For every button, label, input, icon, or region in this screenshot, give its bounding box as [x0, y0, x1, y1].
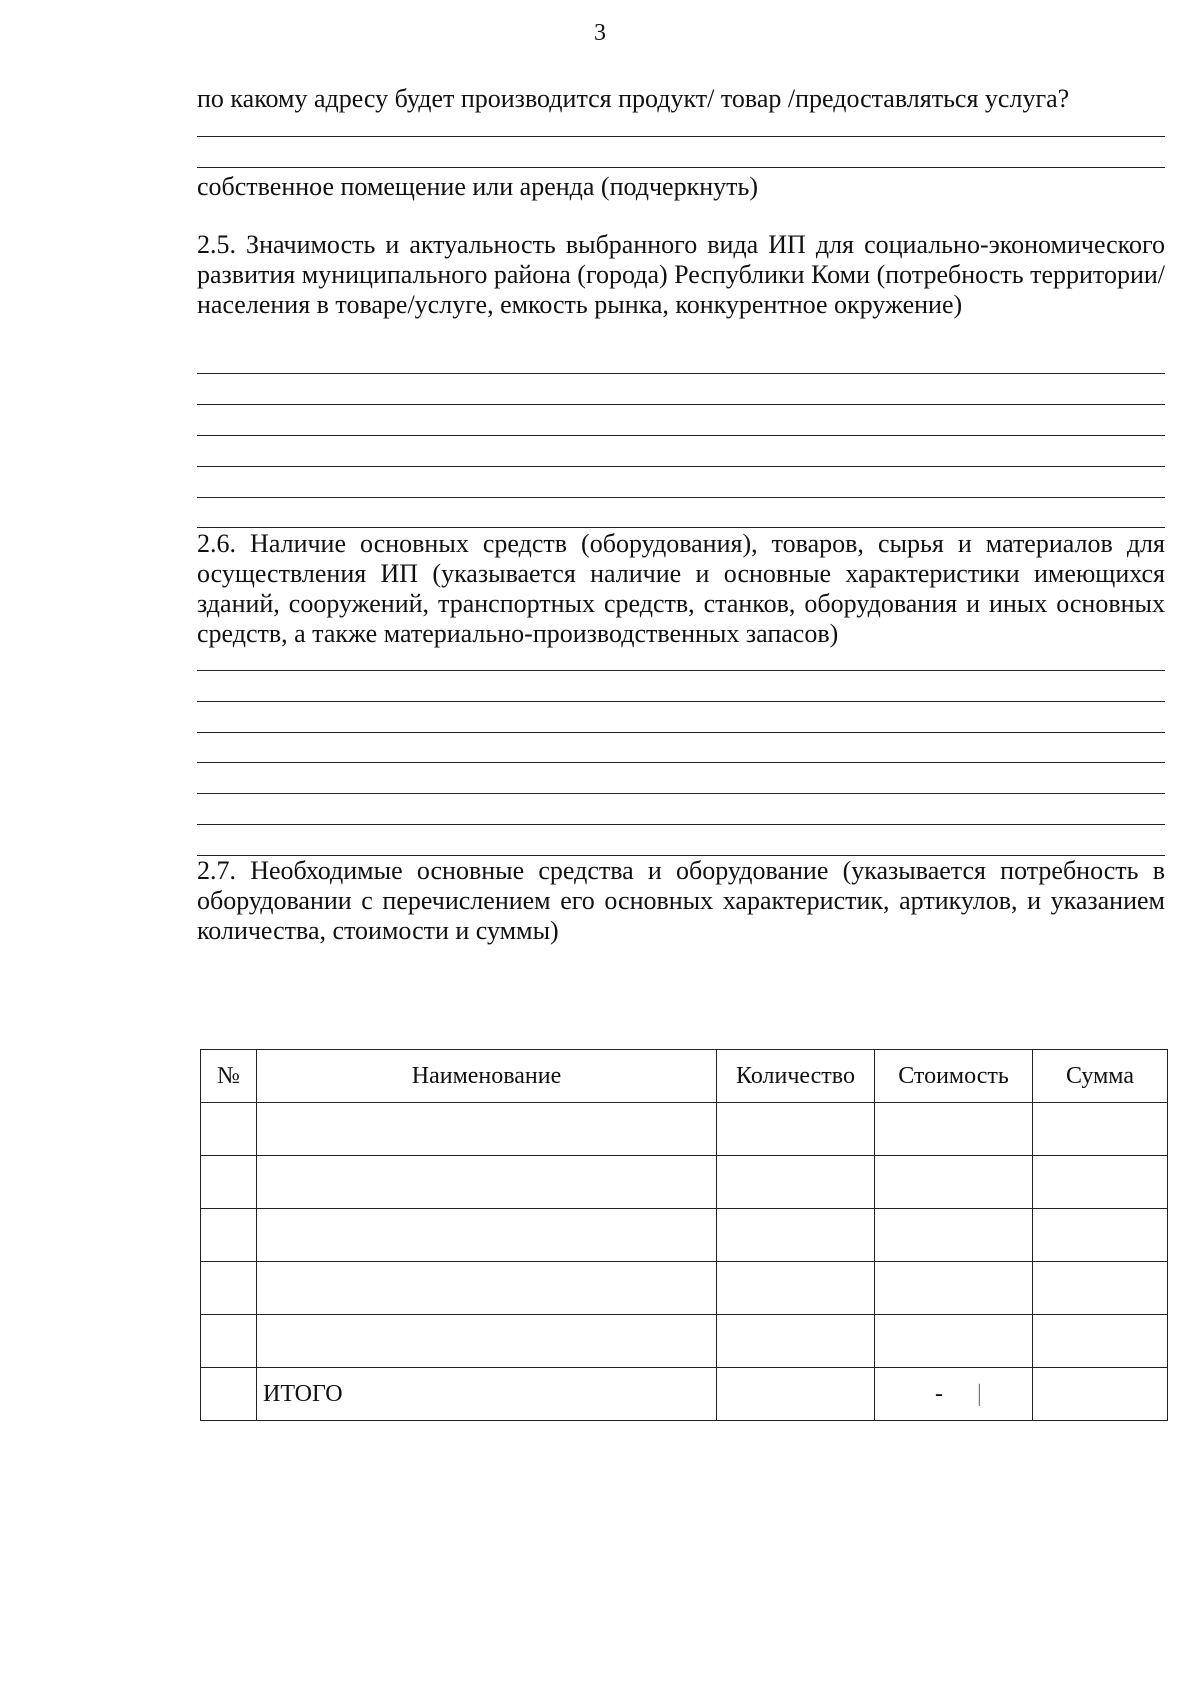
address-fill-line[interactable] [197, 136, 1165, 137]
cell-cost[interactable] [875, 1103, 1033, 1156]
column-header-name: Наименование [257, 1050, 717, 1103]
table-row [201, 1156, 1168, 1209]
section-2-5-fill-line[interactable] [197, 527, 1165, 528]
table-row [201, 1262, 1168, 1315]
cell-number[interactable] [201, 1262, 257, 1315]
total-cost-tick-mark: | [977, 1380, 982, 1407]
section-2-6-fill-line[interactable] [197, 701, 1165, 702]
total-cell-quantity[interactable] [717, 1368, 875, 1421]
total-cost-dash-mark: - [935, 1380, 943, 1407]
cell-number[interactable] [201, 1103, 257, 1156]
cell-quantity[interactable] [717, 1103, 875, 1156]
cell-name[interactable] [257, 1315, 717, 1368]
total-row [201, 1368, 1168, 1421]
section-2-6-fill-line[interactable] [197, 824, 1165, 825]
section-2-6-text: 2.6. Наличие основных средств (оборудования), товаров, сырья и материалов для осуществления ИП (указывается наличие и основные характеристики имеющихся зданий, сооружений, транспортных средств, станков, оборудования и иных основных средств, а также материально-производственных запасов) [197, 529, 1165, 648]
section-2-5-text: 2.5. Значимость и актуальность выбранного вида ИП для социально-экономического развития муниципального района (города) Республики Коми (потребность территории/населения в товаре/услуге, емкость рынка, конкурентное окружение) [197, 230, 1165, 319]
section-2-5-fill-line[interactable] [197, 435, 1165, 436]
cell-name[interactable] [257, 1156, 717, 1209]
total-cell-sum[interactable] [1033, 1368, 1168, 1421]
equipment-table [200, 1049, 1168, 1421]
cell-number[interactable] [201, 1209, 257, 1262]
total-cell-number [201, 1368, 257, 1421]
premises-option-text: собственное помещение или аренда (подчеркнуть) [197, 172, 759, 201]
column-header-number: № [201, 1050, 257, 1103]
section-2-6-fill-line[interactable] [197, 732, 1165, 733]
cell-quantity[interactable] [717, 1209, 875, 1262]
cell-cost[interactable] [875, 1156, 1033, 1209]
section-2-7-text: 2.7. Необходимые основные средства и оборудование (указывается потребность в оборудовании с перечислением его основных характеристик, артикулов, и указанием количества, стоимости и суммы) [197, 856, 1165, 945]
section-2-5-fill-line[interactable] [197, 466, 1165, 467]
cell-cost[interactable] [875, 1262, 1033, 1315]
cell-sum[interactable] [1033, 1209, 1168, 1262]
cell-name[interactable] [257, 1103, 717, 1156]
column-header-sum: Сумма [1033, 1050, 1168, 1103]
section-2-5-fill-line[interactable] [197, 497, 1165, 498]
cell-sum[interactable] [1033, 1156, 1168, 1209]
table-row [201, 1315, 1168, 1368]
total-cell-cost[interactable] [875, 1368, 1033, 1421]
cell-name[interactable] [257, 1209, 717, 1262]
column-header-quantity: Количество [717, 1050, 875, 1103]
cell-number[interactable] [201, 1156, 257, 1209]
total-label: ИТОГО [257, 1368, 717, 1421]
cell-cost[interactable] [875, 1315, 1033, 1368]
cell-sum[interactable] [1033, 1315, 1168, 1368]
column-header-cost: Стоимость [875, 1050, 1033, 1103]
address-question: по какому адресу будет производится продукт/ товар /предоставляться услуга? [197, 84, 1070, 113]
section-2-5-fill-line[interactable] [197, 404, 1165, 405]
cell-cost[interactable] [875, 1209, 1033, 1262]
section-2-6-fill-line[interactable] [197, 670, 1165, 671]
cell-sum[interactable] [1033, 1262, 1168, 1315]
table-row [201, 1209, 1168, 1262]
cell-number[interactable] [201, 1315, 257, 1368]
cell-sum[interactable] [1033, 1103, 1168, 1156]
cell-quantity[interactable] [717, 1262, 875, 1315]
table-row [201, 1103, 1168, 1156]
address-fill-line[interactable] [197, 167, 1165, 168]
cell-quantity[interactable] [717, 1315, 875, 1368]
section-2-6-fill-line[interactable] [197, 793, 1165, 794]
table-header-row [201, 1050, 1168, 1103]
page-number: 3 [594, 20, 606, 46]
cell-quantity[interactable] [717, 1156, 875, 1209]
cell-name[interactable] [257, 1262, 717, 1315]
section-2-5-fill-line[interactable] [197, 373, 1165, 374]
section-2-6-fill-line[interactable] [197, 762, 1165, 763]
